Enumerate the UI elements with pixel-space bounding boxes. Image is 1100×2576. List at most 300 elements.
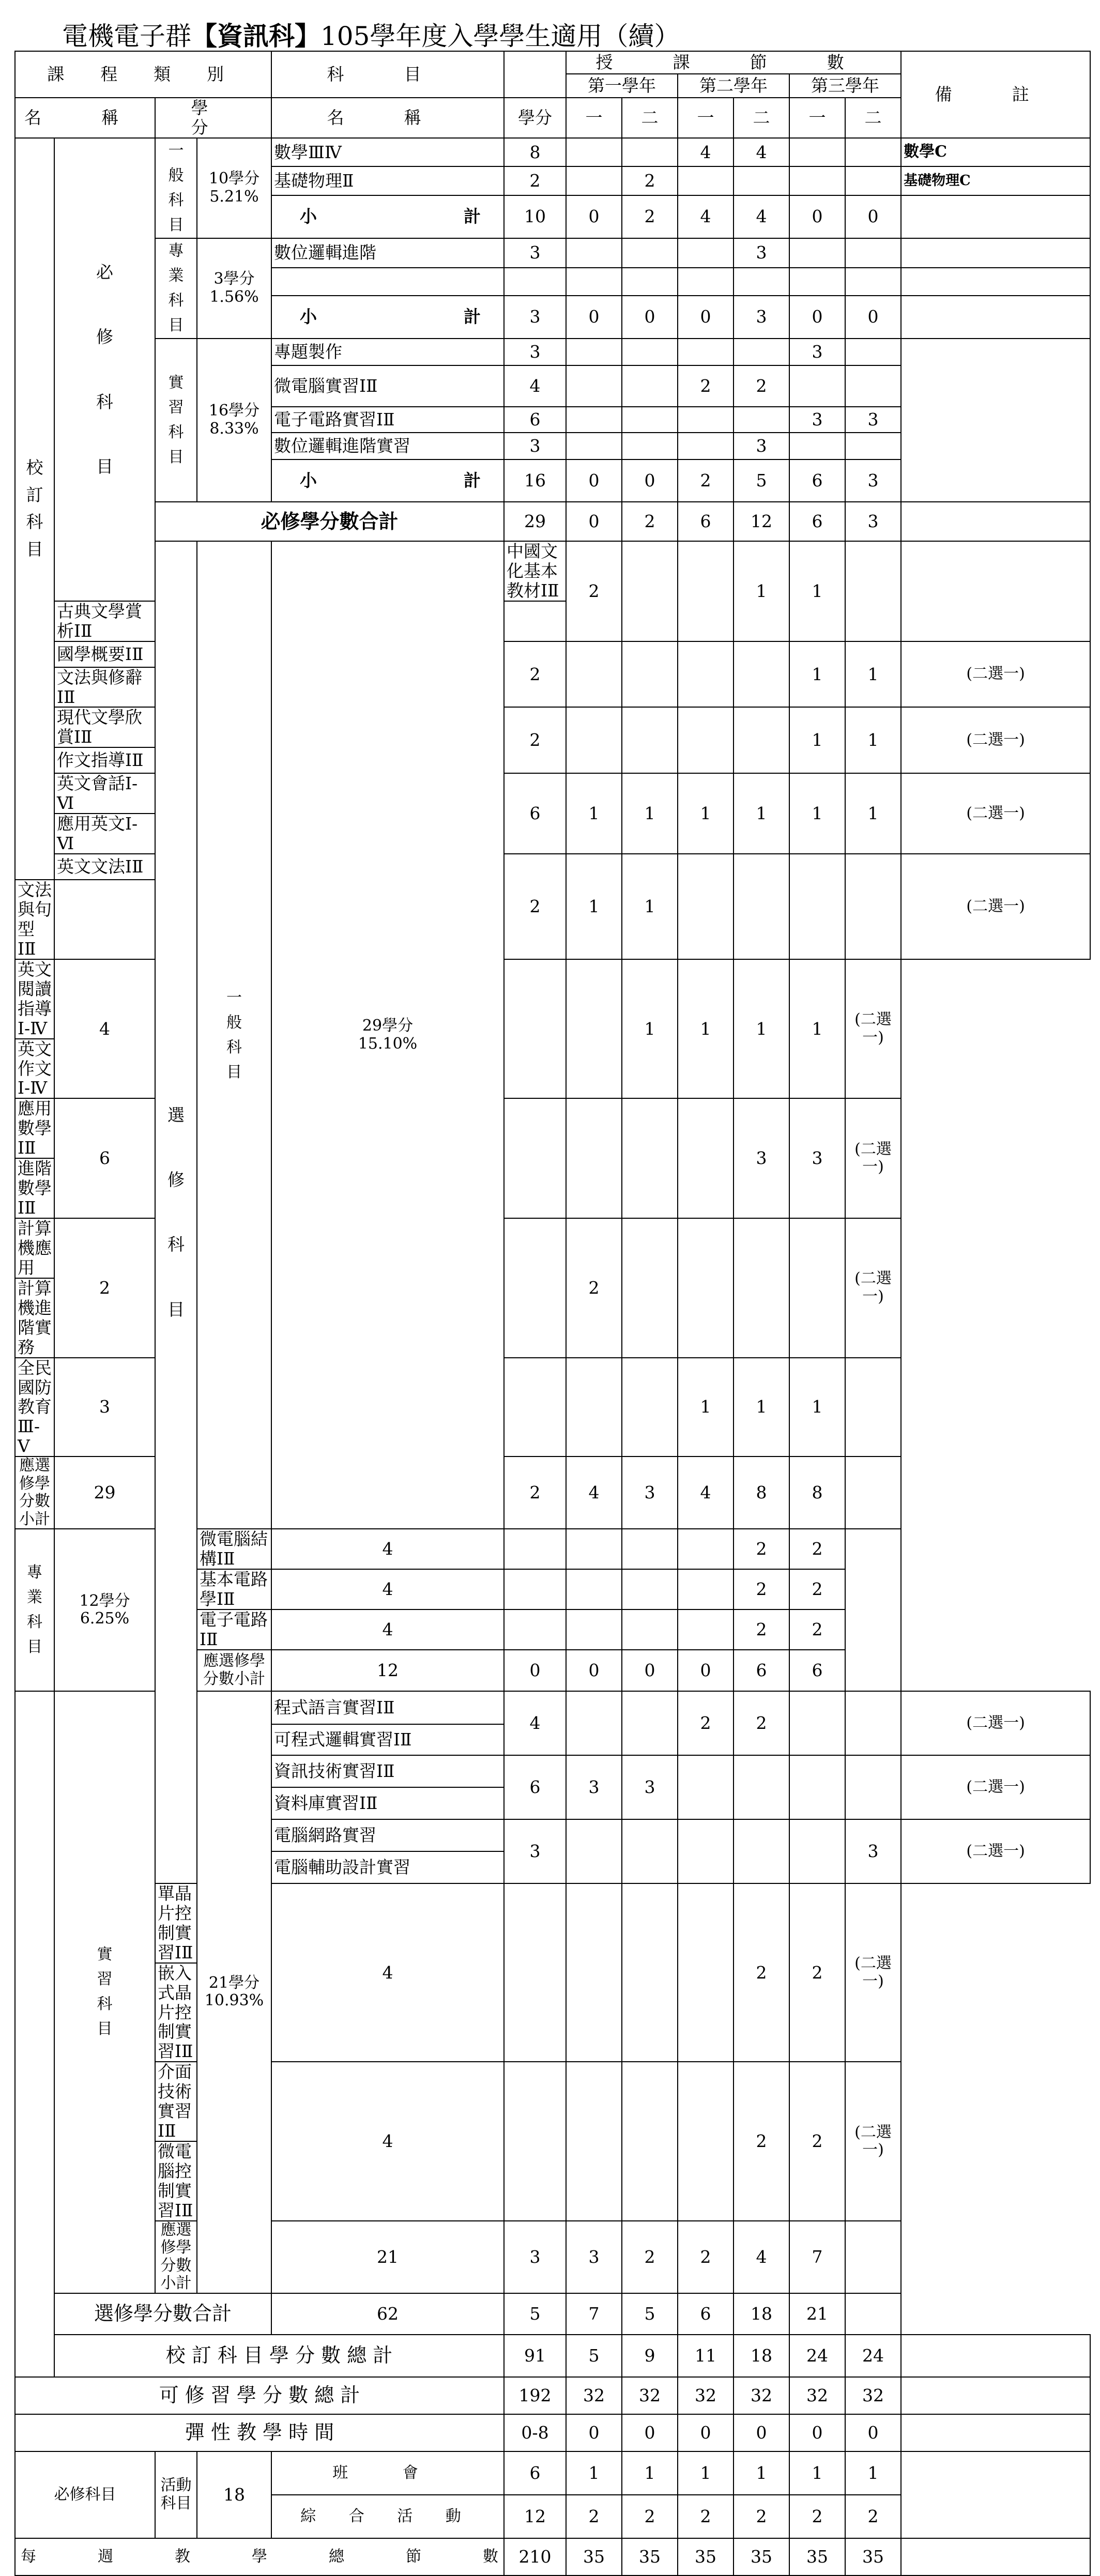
credit-cell: 3	[504, 339, 566, 365]
remark-cell	[901, 339, 1090, 502]
remark-cell: (二選一)	[845, 1883, 901, 2062]
remark-cell: (二選一)	[901, 1755, 1090, 1819]
semester-hours-cell: 6	[789, 459, 845, 502]
credit-share-cell	[197, 1691, 271, 2293]
vertical-label: 專業科目	[168, 241, 184, 334]
remark-cell: (二選一)	[901, 773, 1090, 854]
subject-name: 全民國防教育Ⅲ-Ⅴ	[15, 1358, 54, 1457]
credit-share-cell	[271, 541, 504, 1529]
weekly-label	[15, 2538, 504, 2575]
semester-hours-cell: 3	[789, 1098, 845, 1218]
semester-hours-cell	[622, 1358, 678, 1457]
semester-hours-cell: 0	[566, 502, 622, 541]
activity-text: 活動科目	[160, 2476, 192, 2512]
credit-cell: 2	[504, 641, 566, 708]
semester-hours-cell	[678, 1098, 734, 1218]
subject-name: 進階數學ⅠⅡ	[15, 1158, 54, 1218]
credit-amount: 21學分	[208, 1973, 260, 1992]
semester-hours-cell	[845, 1755, 901, 1819]
semester-hours-cell	[622, 1819, 678, 1883]
credit-cell: 4	[271, 2062, 504, 2221]
semester-hours-cell: 7	[789, 2221, 845, 2293]
semester-hours-cell	[566, 407, 622, 433]
semester-hours-cell	[734, 707, 789, 773]
semester-hours-cell	[789, 1691, 845, 1755]
semester-hours-cell: 0	[678, 1650, 734, 1691]
semester-hours-cell: 35	[566, 2538, 622, 2575]
semester-hours-cell: 1	[734, 959, 789, 1099]
semester-hours-cell: 2	[734, 2495, 789, 2538]
subject-name: 計算機進階實務	[15, 1278, 54, 1358]
semester-hours-cell: 0	[622, 459, 678, 502]
subject-name: 微電腦控制實習ⅠⅡ	[155, 2141, 197, 2221]
weekly-char: 數	[483, 2547, 498, 2566]
semester-hours-cell: 2	[789, 1609, 845, 1650]
subject-name: 應用英文Ⅰ-Ⅵ	[54, 814, 155, 854]
semester-hours-cell: 1	[789, 707, 845, 773]
semester-hours-cell: 0	[789, 195, 845, 238]
credit-cell: 210	[504, 2538, 566, 2575]
semester-hours-cell: 12	[734, 502, 789, 541]
credit-cell: 0-8	[504, 2414, 566, 2451]
empty-cell	[622, 268, 678, 296]
label: 計	[464, 470, 481, 490]
semester-hours-cell: 11	[678, 2335, 734, 2377]
semester-hours-cell: 2	[622, 2221, 678, 2293]
remark-cell	[901, 2538, 1090, 2575]
semester-hours-cell	[622, 707, 678, 773]
semester-hours-cell	[504, 1883, 566, 2062]
credit-percent: 5.21%	[209, 187, 259, 206]
semester-hours-cell: 3	[734, 296, 789, 339]
semester-hours-cell: 5	[566, 2335, 622, 2377]
semester-hours-cell: 2	[734, 1691, 789, 1755]
semester-hours-cell: 1	[678, 959, 734, 1099]
credit-cell: 4	[271, 1529, 504, 1569]
semester-hours-cell: 0	[845, 195, 901, 238]
semester-hours-cell: 2	[678, 365, 734, 407]
semester-hours-cell: 0	[678, 2414, 734, 2451]
flex-label: 彈 性 教 學 時 間	[15, 2414, 504, 2451]
semester-hours-cell	[566, 166, 622, 195]
credit-percent: 8.33%	[209, 419, 259, 438]
credit-cell: 6	[54, 1098, 155, 1218]
remark-cell	[901, 502, 1090, 541]
semester-hours-cell: 6	[789, 1650, 845, 1691]
semester-hours-cell	[622, 433, 678, 459]
semester-hours-cell: 6	[734, 1650, 789, 1691]
semester-hours-cell	[622, 641, 678, 708]
semester-hours-cell	[622, 1569, 678, 1609]
semester-hours-cell	[845, 339, 901, 365]
credit-amount: 10學分	[208, 170, 260, 188]
semester-hours-cell	[622, 339, 678, 365]
empty-cell	[566, 268, 622, 296]
credit-cell: 3	[504, 296, 566, 339]
semester-hours-cell	[566, 1529, 622, 1569]
header-remark: 備 註	[901, 51, 1090, 138]
subject-name: 嵌入式晶片控制實習ⅠⅡ	[155, 1963, 197, 2062]
semester-hours-cell	[566, 2062, 622, 2221]
weekly-char: 節	[406, 2547, 421, 2566]
general-label	[197, 541, 271, 1529]
remark-cell: 數學C	[901, 138, 1090, 166]
semester-hours-cell	[789, 1218, 845, 1358]
semester-hours-cell	[678, 407, 734, 433]
credit-cell: 4	[271, 1569, 504, 1609]
semester-hours-cell: 2	[622, 2495, 678, 2538]
subject-name: 文法與句型ⅠⅡ	[15, 880, 54, 959]
credit-share-cell	[197, 138, 271, 238]
semester-hours-cell	[901, 541, 1090, 641]
major-label	[155, 238, 197, 339]
semester-hours-cell	[566, 238, 622, 268]
semester-hours-cell	[622, 238, 678, 268]
subject-name: 單晶片控制實習ⅠⅡ	[155, 1883, 197, 1963]
remark-cell	[845, 1456, 901, 1529]
semester-hours-cell: 4	[566, 1456, 622, 1529]
semester-hours-cell: 5	[504, 2293, 566, 2335]
header-credits: 學分	[504, 98, 566, 138]
semester-hours-cell	[678, 433, 734, 459]
semester-hours-cell: 4	[734, 138, 789, 166]
subject-name: 可程式邏輯實習ⅠⅡ	[271, 1724, 504, 1755]
semester-hours-cell: 0	[734, 2414, 789, 2451]
credit-cell: 3	[504, 1819, 566, 1883]
semester-hours-cell: 5	[622, 2293, 678, 2335]
semester-hours-cell	[678, 1609, 734, 1650]
credit-cell: 21	[271, 2221, 504, 2293]
header-year2: 第二學年	[678, 74, 789, 98]
label: 計	[464, 306, 481, 327]
semester-hours-cell	[734, 339, 789, 365]
remark-cell	[901, 2377, 1090, 2414]
semester-hours-cell: 0	[845, 2414, 901, 2451]
remark-cell	[901, 195, 1090, 238]
credit-cell: 8	[504, 138, 566, 166]
credit-cell: 3	[54, 1358, 155, 1457]
credit-cell: 29	[54, 1456, 155, 1529]
semester-hours-cell	[678, 541, 734, 641]
remark-cell	[901, 268, 1090, 296]
weekly-char: 教	[175, 2547, 190, 2566]
remark-cell: (二選一)	[845, 959, 901, 1099]
credit-cell: 6	[504, 407, 566, 433]
semester-hours-cell: 1	[622, 773, 678, 854]
credit-cell: 91	[504, 2335, 566, 2377]
semester-hours-cell: 2	[789, 1569, 845, 1609]
semester-hours-cell	[622, 1691, 678, 1755]
vertical-label: 一般科目	[168, 141, 184, 234]
semester-hours-cell	[678, 1883, 734, 2062]
semester-hours-cell: 32	[734, 2377, 789, 2414]
semester-hours-cell: 4	[678, 195, 734, 238]
subject-name: 數位邏輯進階	[271, 238, 504, 268]
semester-hours-cell: 9	[622, 2335, 678, 2377]
vertical-label: 實習科目	[97, 1945, 113, 2038]
semester-hours-cell	[504, 1098, 566, 1218]
semester-hours-cell	[566, 339, 622, 365]
credit-cell: 10	[504, 195, 566, 238]
semester-hours-cell: 1	[789, 773, 845, 854]
semester-hours-cell: 2	[789, 2495, 845, 2538]
school-total-label: 校 訂 科 目 學 分 數 總 計	[54, 2335, 504, 2377]
vertical-label: 一般科目	[226, 988, 242, 1081]
credit-cell: 62	[271, 2293, 504, 2335]
subject-name: 介面技術實習ⅠⅡ	[155, 2062, 197, 2141]
credit-percent: 1.56%	[209, 287, 259, 306]
remark-cell: (二選一)	[901, 1691, 1090, 1755]
empty-cell	[504, 268, 566, 296]
semester-hours-cell: 2	[622, 502, 678, 541]
semester-hours-cell: 35	[789, 2538, 845, 2575]
subject-name: 英文會話Ⅰ-Ⅵ	[54, 773, 155, 814]
credit-cell: 6	[504, 1755, 566, 1819]
credit-cell: 2	[566, 541, 622, 641]
empty-cell	[845, 268, 901, 296]
practice-label	[54, 1691, 155, 2293]
semester-hours-cell: 18	[734, 2335, 789, 2377]
semester-hours-cell	[789, 365, 845, 407]
subject-name: 程式語言實習ⅠⅡ	[271, 1691, 504, 1724]
semester-hours-cell: 1	[789, 2451, 845, 2495]
semester-hours-cell: 21	[789, 2293, 845, 2335]
weekly-char: 總	[329, 2547, 344, 2566]
label: 小	[300, 470, 317, 490]
integrated-label: 綜 合 活 動	[271, 2495, 504, 2538]
semester-hours-cell: 32	[789, 2377, 845, 2414]
header-hours: 授 課 節 數	[566, 51, 901, 74]
semester-hours-cell	[622, 541, 678, 641]
semester-hours-cell: 2	[622, 195, 678, 238]
label: 計	[464, 206, 481, 227]
semester-hours-cell	[734, 1755, 789, 1819]
semester-hours-cell: 6	[678, 502, 734, 541]
credit-cell: 2	[54, 1218, 155, 1358]
remark-cell: (二選一)	[901, 641, 1090, 708]
subject-name: 資訊技術實習ⅠⅡ	[271, 1755, 504, 1787]
subject-name	[271, 268, 504, 296]
weekly-char: 學	[252, 2547, 267, 2566]
credit-cell: 192	[504, 2377, 566, 2414]
semester-hours-cell: 2	[734, 365, 789, 407]
subject-name: 資料庫實習ⅠⅡ	[271, 1787, 504, 1819]
semester-hours-cell: 1	[566, 773, 622, 854]
semester-hours-cell	[504, 959, 566, 1099]
semester-hours-cell	[845, 238, 901, 268]
semester-hours-cell: 24	[789, 2335, 845, 2377]
remark-cell	[901, 296, 1090, 339]
semester-hours-cell	[678, 707, 734, 773]
semester-hours-cell: 0	[622, 296, 678, 339]
credit-cell: 4	[271, 1883, 504, 2062]
subject-name: 古典文學賞析ⅠⅡ	[54, 601, 155, 641]
semester-hours-cell	[678, 1529, 734, 1569]
practice-label	[155, 339, 197, 502]
semester-hours-cell: 1	[789, 1358, 845, 1457]
remark-cell: (二選一)	[845, 1098, 901, 1218]
semester-hours-cell	[678, 238, 734, 268]
semester-hours-cell	[504, 1529, 566, 1569]
semester-hours-cell: 2	[678, 2495, 734, 2538]
semester-hours-cell: 3	[789, 339, 845, 365]
major-label	[15, 1529, 54, 1691]
semester-hours-cell: 1	[566, 2451, 622, 2495]
subject-name: 電子電路ⅠⅡ	[197, 1609, 271, 1650]
semester-hours-cell	[734, 1819, 789, 1883]
semester-hours-cell: 32	[845, 2377, 901, 2414]
elective-total-label: 選修學分數合計	[54, 2293, 271, 2335]
credit-share-cell	[197, 339, 271, 502]
credit-amount: 29學分	[362, 1017, 414, 1035]
semester-hours-cell: 1	[789, 541, 845, 641]
semester-hours-cell: 3	[789, 407, 845, 433]
semester-hours-cell	[678, 339, 734, 365]
semester-hours-cell: 35	[622, 2538, 678, 2575]
credit-share-cell	[54, 1529, 155, 1691]
semester-hours-cell	[566, 433, 622, 459]
subject-name: 電腦輔助設計實習	[271, 1851, 504, 1883]
subtotal-label	[271, 195, 504, 238]
semester-hours-cell: 1	[622, 2451, 678, 2495]
semester-hours-cell	[504, 1358, 566, 1457]
semester-hours-cell: 6	[678, 2293, 734, 2335]
semester-hours-cell	[678, 854, 734, 959]
semester-hours-cell: 2	[622, 166, 678, 195]
remark-cell	[901, 2414, 1090, 2451]
header-subject: 科 目	[271, 51, 504, 98]
semester-hours-cell: 0	[566, 459, 622, 502]
semester-hours-cell: 2	[789, 1529, 845, 1569]
semester-hours-cell: 4	[678, 138, 734, 166]
label: 小	[300, 306, 317, 327]
empty-cell	[789, 268, 845, 296]
subject-name: 專題製作	[271, 339, 504, 365]
semester-hours-cell: 1	[734, 541, 789, 641]
remark-cell: (二選一)	[845, 1218, 901, 1358]
subject-name: 基礎物理Ⅱ	[271, 166, 504, 195]
semester-hours-cell: 4	[678, 1456, 734, 1529]
semester-hours-cell	[845, 138, 901, 166]
semester-hours-cell	[622, 407, 678, 433]
subject-name: 應用數學ⅠⅡ	[15, 1098, 54, 1158]
semester-hours-cell	[789, 138, 845, 166]
semester-hours-cell: 1	[845, 2451, 901, 2495]
semester-hours-cell: 6	[789, 502, 845, 541]
remark-cell	[845, 2221, 901, 2293]
credit-cell: 2	[504, 707, 566, 773]
semester-hours-cell: 35	[845, 2538, 901, 2575]
semester-hours-cell	[845, 166, 901, 195]
semester-hours-cell: 1	[845, 773, 901, 854]
header-category: 課 程 類 別	[15, 51, 271, 98]
semester-hours-cell: 3	[845, 502, 901, 541]
semester-hours-cell: 2	[845, 2495, 901, 2538]
header-sem2: 二	[845, 98, 901, 138]
weekly-char: 週	[98, 2547, 113, 2566]
semester-hours-cell	[622, 1883, 678, 2062]
activity-label	[155, 2451, 197, 2538]
semester-hours-cell	[566, 138, 622, 166]
semester-hours-cell: 0	[504, 1650, 566, 1691]
semester-hours-cell: 0	[678, 296, 734, 339]
remark-cell: (二選一)	[845, 2062, 901, 2221]
semester-hours-cell: 3	[504, 2221, 566, 2293]
semester-hours-cell	[678, 1819, 734, 1883]
semester-hours-cell: 2	[504, 1456, 566, 1529]
credit-percent: 10.93%	[204, 1991, 264, 2010]
semester-hours-cell	[622, 2062, 678, 2221]
subject-name: 數學ⅢⅣ	[271, 138, 504, 166]
credit-cell: 3	[504, 238, 566, 268]
semester-hours-cell	[678, 641, 734, 708]
remark-cell	[845, 2293, 901, 2335]
credit-cell: 29	[504, 502, 566, 541]
semester-hours-cell: 1	[845, 641, 901, 708]
semester-hours-cell: 0	[566, 2414, 622, 2451]
subject-name: 英文文法ⅠⅡ	[54, 854, 155, 880]
semester-hours-cell: 1	[622, 959, 678, 1099]
semester-hours-cell: 8	[734, 1456, 789, 1529]
subject-name: 國學概要ⅠⅡ	[54, 641, 155, 667]
header-sem2: 二	[622, 98, 678, 138]
credit-cell: 16	[504, 459, 566, 502]
required-total-label: 必修學分數合計	[155, 502, 504, 541]
semester-hours-cell	[845, 365, 901, 407]
semester-hours-cell: 5	[734, 459, 789, 502]
semester-hours-cell: 0	[789, 296, 845, 339]
semester-hours-cell: 2	[734, 2062, 789, 2221]
semester-hours-cell	[504, 1218, 566, 1358]
semester-hours-cell	[678, 1755, 734, 1819]
semester-hours-cell	[566, 1609, 622, 1650]
remark-cell: (二選一)	[901, 707, 1090, 773]
header-year1: 第一學年	[566, 74, 678, 98]
credit-amount: 3學分	[213, 270, 255, 288]
semester-hours-cell: 1	[734, 1358, 789, 1457]
semester-hours-cell: 2	[734, 1529, 789, 1569]
semester-hours-cell: 3	[566, 1755, 622, 1819]
semester-hours-cell	[566, 707, 622, 773]
semester-hours-cell: 0	[566, 195, 622, 238]
header-sem1: 一	[678, 98, 734, 138]
semester-hours-cell: 3	[734, 1098, 789, 1218]
semester-hours-cell: 3	[622, 1755, 678, 1819]
remark-cell: 基礎物理C	[901, 166, 1090, 195]
semester-hours-cell: 2	[566, 2495, 622, 2538]
empty-cell	[678, 268, 734, 296]
semester-hours-cell: 3	[622, 1456, 678, 1529]
subject-name: 現代文學欣賞ⅠⅡ	[54, 707, 155, 747]
semester-hours-cell: 1	[678, 1358, 734, 1457]
semester-hours-cell: 7	[566, 2293, 622, 2335]
semester-hours-cell	[734, 641, 789, 708]
curriculum-table	[14, 51, 1091, 2576]
semester-hours-cell	[622, 1529, 678, 1569]
vertical-label: 必修科目	[96, 262, 113, 477]
vertical-label: 專業科目	[27, 1563, 42, 1657]
credit-cell: 2	[504, 166, 566, 195]
semester-hours-cell: 2	[734, 1569, 789, 1609]
credit-percent: 6.25%	[80, 1609, 130, 1628]
semester-hours-cell: 3	[845, 1819, 901, 1883]
semester-hours-cell: 2	[789, 2062, 845, 2221]
header-sem1: 一	[566, 98, 622, 138]
all-total-label: 可 修 習 學 分 數 總 計	[15, 2377, 504, 2414]
semester-hours-cell: 8	[789, 1456, 845, 1529]
semester-hours-cell	[734, 1218, 789, 1358]
semester-hours-cell: 1	[734, 773, 789, 854]
